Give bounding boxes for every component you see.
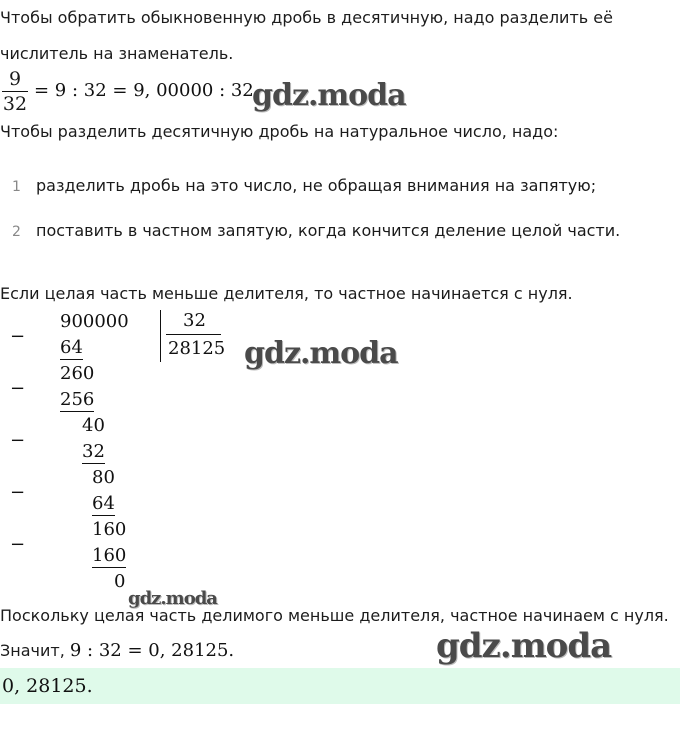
intro-line-1: Чтобы обратить обыкновенную дробь в десятичную, надо разделить её [0, 8, 613, 27]
answer-box [0, 668, 680, 704]
dividend: 900000 [60, 311, 129, 332]
division-row: 260 [60, 363, 95, 384]
watermark-4: gdz.moda [436, 626, 612, 666]
division-vertical-line [160, 310, 161, 362]
divisor: 32 [183, 310, 206, 331]
divisor-underline [166, 334, 221, 335]
division-row: 32 [82, 441, 105, 462]
step-item-1 [12, 176, 596, 197]
division-row: 64 [92, 493, 115, 514]
answer-value: 0, 28125. [2, 675, 93, 697]
fraction [2, 68, 28, 115]
division-row: 40 [82, 415, 105, 436]
step-text: поставить в частном запятую, когда кончится деление целой части. [36, 221, 621, 240]
note-zero: Если целая часть меньше делителя, то частное начинается с нуля. [0, 284, 573, 303]
division-row: 64 [60, 337, 83, 358]
watermark-1: gdz.moda [252, 78, 406, 113]
fraction-numerator: 9 [8, 68, 22, 90]
division-row: 160 [92, 545, 127, 566]
fraction-bar [2, 91, 28, 92]
rule-title: Чтобы разделить десятичную дробь на натуральное число, надо: [0, 122, 559, 141]
step-item-2 [12, 221, 620, 242]
minus-sign: − [10, 430, 26, 451]
minus-sign: − [10, 482, 26, 503]
fraction-denominator: 32 [2, 93, 28, 115]
step-number: 2 [12, 224, 21, 240]
fraction-expression: = 9 : 32 = 9, 00000 : 32. [34, 80, 260, 101]
quotient: 28125 [168, 338, 226, 359]
step-text: разделить дробь на это число, не обращая внимания на запятую; [36, 176, 597, 195]
minus-sign: − [10, 378, 26, 399]
minus-sign: − [10, 534, 26, 555]
minus-sign: − [10, 326, 26, 347]
so-label: Значит, [0, 641, 65, 660]
step-number: 1 [12, 179, 21, 195]
so-expression: 9 : 32 = 0, 28125. [69, 640, 235, 661]
division-row: 0 [114, 571, 126, 592]
so-line [0, 641, 234, 661]
conclusion-text: Поскольку целая часть делимого меньше делителя, частное начинаем с нуля. [0, 606, 669, 625]
division-row: 80 [92, 467, 115, 488]
intro-line-2: числитель на знаменатель. [0, 44, 234, 63]
watermark-2: gdz.moda [244, 336, 398, 371]
division-row: 256 [60, 389, 95, 410]
division-row: 160 [92, 519, 127, 540]
watermark-3: gdz.moda [128, 588, 217, 609]
